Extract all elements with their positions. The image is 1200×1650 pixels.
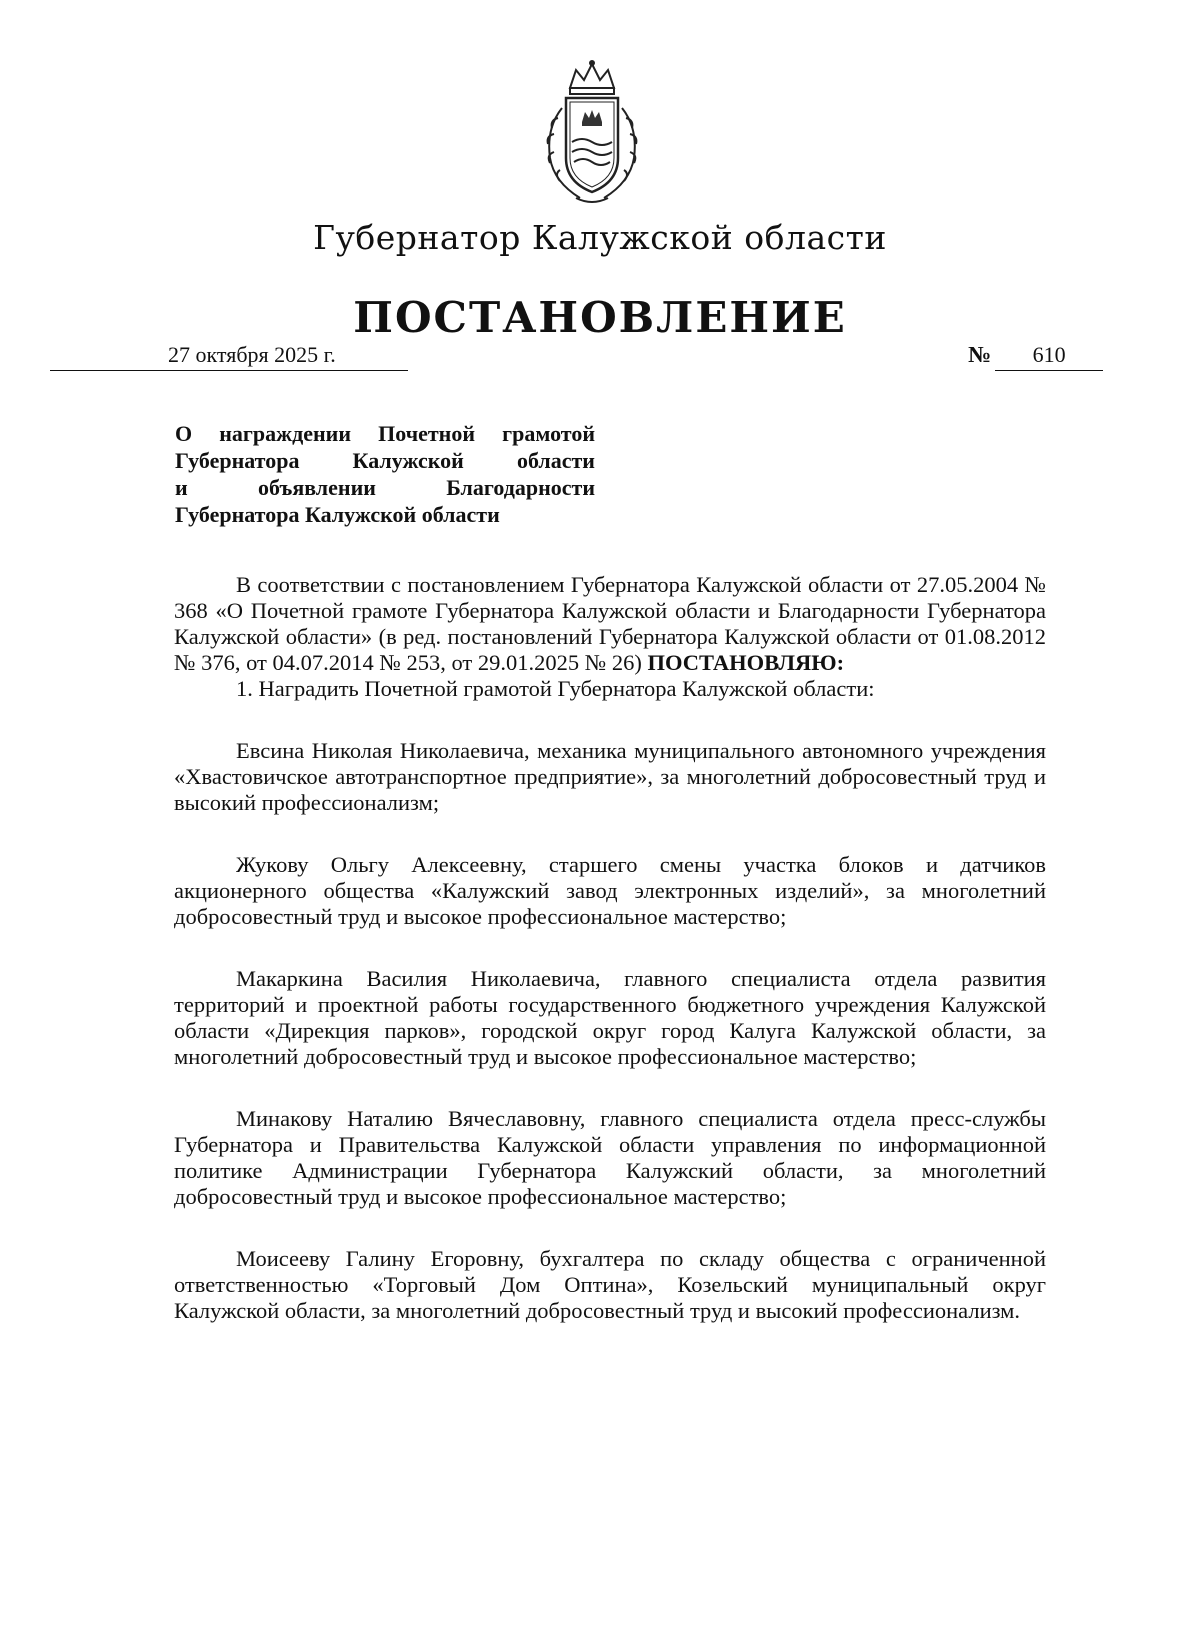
document-number xyxy=(968,342,1103,371)
awardee-paragraph: Евсина Николая Николаевича, механика муниципального автономного учреждения «Хвастовичское автотранспортное предприятие», за многолетний добросовестный труд и высокий профессионализм; xyxy=(174,738,1046,815)
awardee-paragraph: Минакову Наталию Вячеславовну, главного специалиста отдела пресс-службы Губернатора и Правительства Калужской области управления по информационной политике Администрации Губернатора Калужский области, за многолетний добросовестный труд и высокое профессиональное мастерство; xyxy=(174,1106,1046,1209)
subject-line: и объявлении Благодарности xyxy=(175,475,595,500)
subject-line: О награждении Почетной грамотой xyxy=(175,421,595,446)
subject-line: Губернатора Калужской области xyxy=(175,448,595,473)
number-value: 610 xyxy=(995,342,1103,371)
resolve-word: ПОСТАНОВЛЯЮ: xyxy=(647,650,845,675)
preamble-paragraph xyxy=(174,572,1046,676)
document-type-title: ПОСТАНОВЛЕНИЕ xyxy=(353,293,847,342)
document-body xyxy=(174,572,1046,1324)
date-value: 27 октября 2025 г. xyxy=(50,342,408,371)
subject-line: Губернатора Калужской области xyxy=(175,502,500,527)
preamble-text: В соответствии с постановлением Губернатора Калужской области от 27.05.2004 № 368 «О Почетной грамоте Губернатора Калужской области и Благодарности Губернатора Калужской области» (в ред. постановлений Губернатора Калужской области от 01.08.2012 № 376, от 04.07.2014 № 253, от 29.01.2025 № 26) xyxy=(174,572,1046,675)
awardee-paragraph: Макаркина Василия Николаевича, главного специалиста отдела развития территорий и проектной работы государственного бюджетного учреждения Калужской области «Дирекция парков», городской округ город Калуга Калужской области, за многолетний добросовестный труд и высокое профессиональное мастерство; xyxy=(174,966,1046,1069)
awardee-paragraph: Жукову Ольгу Алексеевну, старшего смены участка блоков и датчиков акционерного общества «Калужский завод электронных изделий», за многолетний добросовестный труд и высокое профессиональное мастерство; xyxy=(174,852,1046,929)
clause-1: 1. Наградить Почетной грамотой Губернатора Калужской области: xyxy=(236,676,875,701)
coat-of-arms-icon xyxy=(532,58,652,206)
document-subject xyxy=(175,420,595,528)
document-date xyxy=(50,342,408,371)
number-label: № xyxy=(968,342,992,367)
awardee-paragraph: Моисееву Галину Егоровну, бухгалтера по складу общества с ограниченной ответственностью «Торговый Дом Оптина», Козельский муниципальный округ Калужской области, за многолетний добросовестный труд и высокий профессионализм. xyxy=(174,1246,1046,1323)
issuing-authority: Губернатор Калужской области xyxy=(313,218,887,257)
